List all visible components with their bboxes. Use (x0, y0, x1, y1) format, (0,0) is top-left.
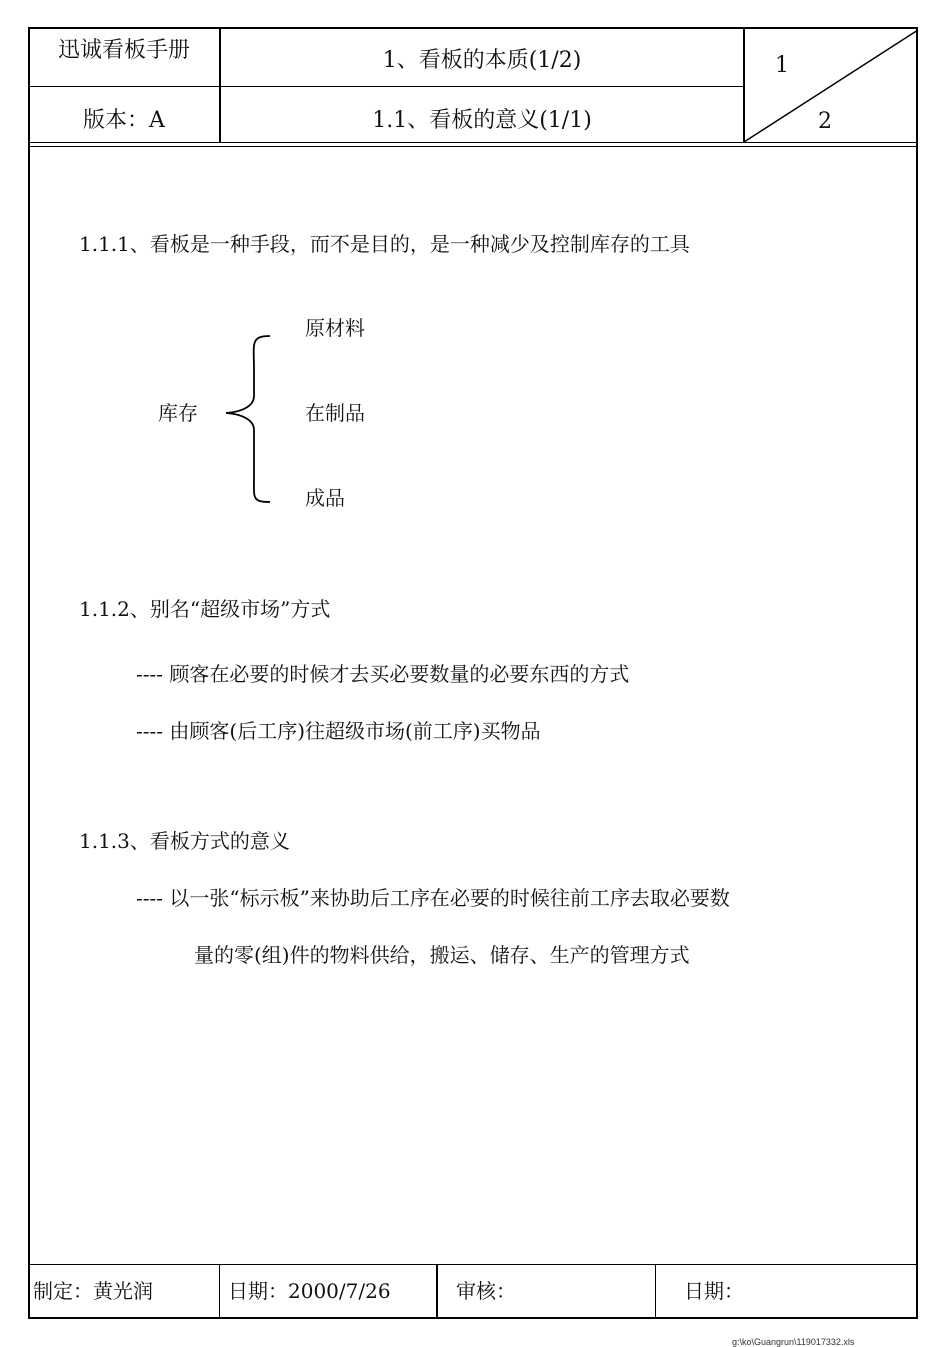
item3-bullet-line-2: 量的零(组)件的物料供给，搬运、储存、生产的管理方式 (194, 943, 690, 967)
subsection-title: 1.1、看板的意义(1/1) (372, 108, 592, 133)
item3-bullet-line-1: ---- 以一张“标示板”来协助后工序在必要的时候往前工序去取必要数 (136, 886, 730, 910)
diagram-branch-finished-goods: 成品 (305, 486, 345, 510)
header-bottom-line-double (29, 146, 918, 147)
file-path: g:\ko\Guangrun\119017332.xls (732, 1337, 855, 1347)
item3-heading: 1.1.3、看板方式的意义 (79, 829, 290, 853)
page-total: 2 (818, 109, 832, 134)
footer-divider-1 (219, 1264, 220, 1319)
item2-heading: 1.1.2、别名“超级市场”方式 (79, 597, 331, 621)
section-title: 1、看板的本质(1/2) (382, 48, 582, 73)
page-current: 1 (775, 53, 789, 78)
header-row-divider (29, 86, 744, 87)
diagram-branch-raw-material: 原材料 (305, 316, 365, 340)
item2-bullet-1: ---- 顾客在必要的时候才去买必要数量的必要东西的方式 (136, 662, 630, 686)
footer-top-line (29, 1264, 918, 1265)
footer-divider-3 (655, 1264, 656, 1319)
version-label: 版本：A (83, 108, 165, 133)
diagram-branch-wip: 在制品 (305, 401, 365, 425)
footer-divider-2 (436, 1264, 438, 1319)
manual-title: 迅诚看板手册 (57, 38, 190, 63)
footer-date-2: 日期： (684, 1279, 744, 1303)
item2-bullet-2: ---- 由顾客(后工序)往超级市场(前工序)买物品 (136, 719, 541, 743)
item1-heading: 1.1.1、看板是一种手段，而不是目的，是一种减少及控制库存的工具 (79, 232, 690, 256)
footer-reviewer: 审核： (456, 1279, 516, 1303)
footer-maker: 制定：黄光润 (33, 1279, 153, 1303)
footer-date-1: 日期：2000/7/26 (228, 1279, 391, 1303)
curly-brace-icon (222, 330, 274, 510)
diagram-root-label: 库存 (158, 401, 198, 425)
